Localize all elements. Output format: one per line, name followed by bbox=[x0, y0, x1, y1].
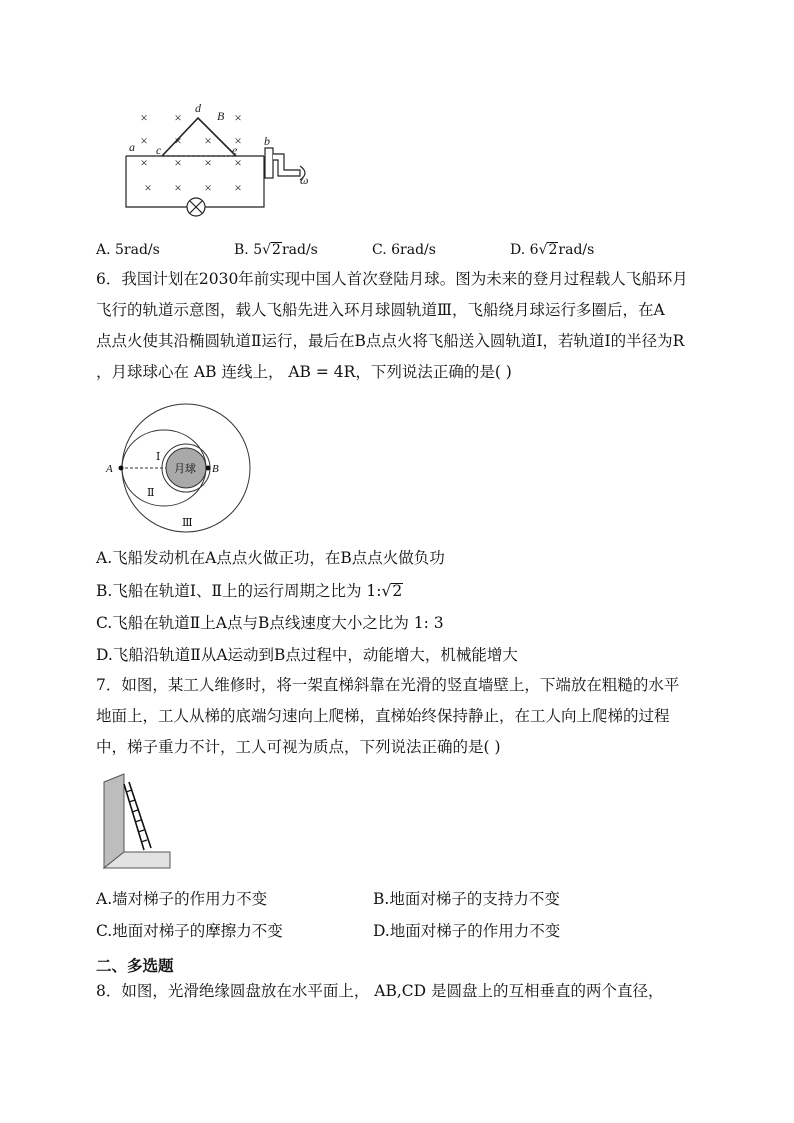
section-title: 二、多选题 bbox=[96, 956, 174, 975]
point-B bbox=[206, 466, 211, 471]
q7-line-1: 7．如图，某工人维修时，将一架直梯斜靠在光滑的竖直墙壁上，下端放在粗糙的水平 bbox=[96, 676, 680, 694]
q6-line-3: 点点火使其沿椭圆轨道Ⅱ运行，最后在B点点火将飞船送入圆轨道Ⅰ，若轨道Ⅰ的半径为R bbox=[96, 332, 685, 350]
circuit-figure bbox=[118, 100, 318, 222]
cross-mark: × bbox=[234, 133, 242, 148]
q6-option-b[interactable]: B.飞船在轨道Ⅰ、Ⅱ上的运行周期之比为 1:√2 bbox=[96, 582, 403, 600]
label-A: A bbox=[106, 463, 113, 475]
q6-line-1: 6．我国计划在2030年前实现中国人首次登陆月球。图为未来的登月过程载人飞船环月 bbox=[96, 270, 688, 288]
q6-line-2: 飞行的轨道示意图，载人飞船先进入环月球圆轨道Ⅲ，飞船绕月球运行多圈后，在A bbox=[96, 301, 665, 319]
ladder-figure bbox=[102, 772, 174, 872]
q7-line-2: 地面上，工人从梯的底端匀速向上爬梯，直梯始终保持静止，在工人向上爬梯的过程 bbox=[96, 707, 670, 725]
q6-option-a[interactable]: A.飞船发动机在A点点火做正功，在B点点火做负功 bbox=[96, 549, 445, 567]
label-B: B bbox=[217, 109, 225, 123]
ladder-icon bbox=[124, 782, 151, 850]
cross-mark: × bbox=[234, 110, 242, 125]
cross-mark: × bbox=[204, 180, 212, 195]
cross-mark: × bbox=[144, 180, 152, 195]
crank-shaft bbox=[265, 148, 273, 178]
q7-option-c[interactable]: C.地面对梯子的摩擦力不变 bbox=[96, 922, 283, 940]
bent-wire bbox=[162, 118, 236, 156]
cross-mark: × bbox=[204, 155, 212, 170]
cross-mark: × bbox=[234, 155, 242, 170]
q6-option-d[interactable]: D.飞船沿轨道Ⅱ从A运动到B点过程中，动能增大，机械能增大 bbox=[96, 646, 518, 664]
label-B: B bbox=[212, 463, 219, 475]
cross-mark: × bbox=[140, 155, 148, 170]
q6-line-4: ，月球球心在 AB 连线上， AB = 4R，下列说法正确的是( ) bbox=[96, 363, 512, 381]
label-omega: ω bbox=[300, 173, 309, 187]
orbit-figure bbox=[104, 402, 264, 536]
label-a: a bbox=[129, 140, 135, 154]
cross-mark: × bbox=[174, 110, 182, 125]
q5-option-c[interactable]: C. 6rad/s bbox=[372, 242, 436, 258]
cross-mark: × bbox=[174, 133, 182, 148]
q8-line-1: 8．如图，光滑绝缘圆盘放在水平面上， AB,CD 是圆盘上的互相垂直的两个直径， bbox=[96, 982, 664, 1000]
point-A bbox=[119, 466, 124, 471]
cross-mark: × bbox=[234, 180, 242, 195]
label-e: e bbox=[232, 143, 238, 157]
label-d: d bbox=[195, 101, 201, 115]
label-b: b bbox=[264, 134, 270, 148]
cross-mark: × bbox=[140, 110, 148, 125]
q5-option-b[interactable]: B. 5√2rad/s bbox=[234, 242, 318, 258]
q6-option-c[interactable]: C.飞船在轨道Ⅱ上A点与B点线速度大小之比为 1: 3 bbox=[96, 614, 444, 632]
label-II: Ⅱ bbox=[147, 487, 155, 499]
crank-handle bbox=[273, 154, 300, 176]
cross-mark: × bbox=[140, 133, 148, 148]
cross-mark: × bbox=[174, 180, 182, 195]
q7-option-b[interactable]: B.地面对梯子的支持力不变 bbox=[373, 890, 560, 908]
q7-line-3: 中，梯子重力不计，工人可视为质点，下列说法正确的是( ) bbox=[96, 738, 501, 756]
cross-mark: × bbox=[174, 155, 182, 170]
label-III: Ⅲ bbox=[182, 517, 193, 529]
q5-option-d[interactable]: D. 6√2rad/s bbox=[510, 242, 595, 258]
q5-option-a[interactable]: A. 5rad/s bbox=[96, 242, 160, 258]
cross-mark: × bbox=[204, 133, 212, 148]
q7-option-a[interactable]: A.墙对梯子的作用力不变 bbox=[96, 890, 268, 908]
label-c: c bbox=[156, 143, 162, 157]
moon-label: 月球 bbox=[174, 463, 196, 475]
q7-option-d[interactable]: D.地面对梯子的作用力不变 bbox=[373, 922, 561, 940]
label-I: Ⅰ bbox=[156, 451, 161, 463]
